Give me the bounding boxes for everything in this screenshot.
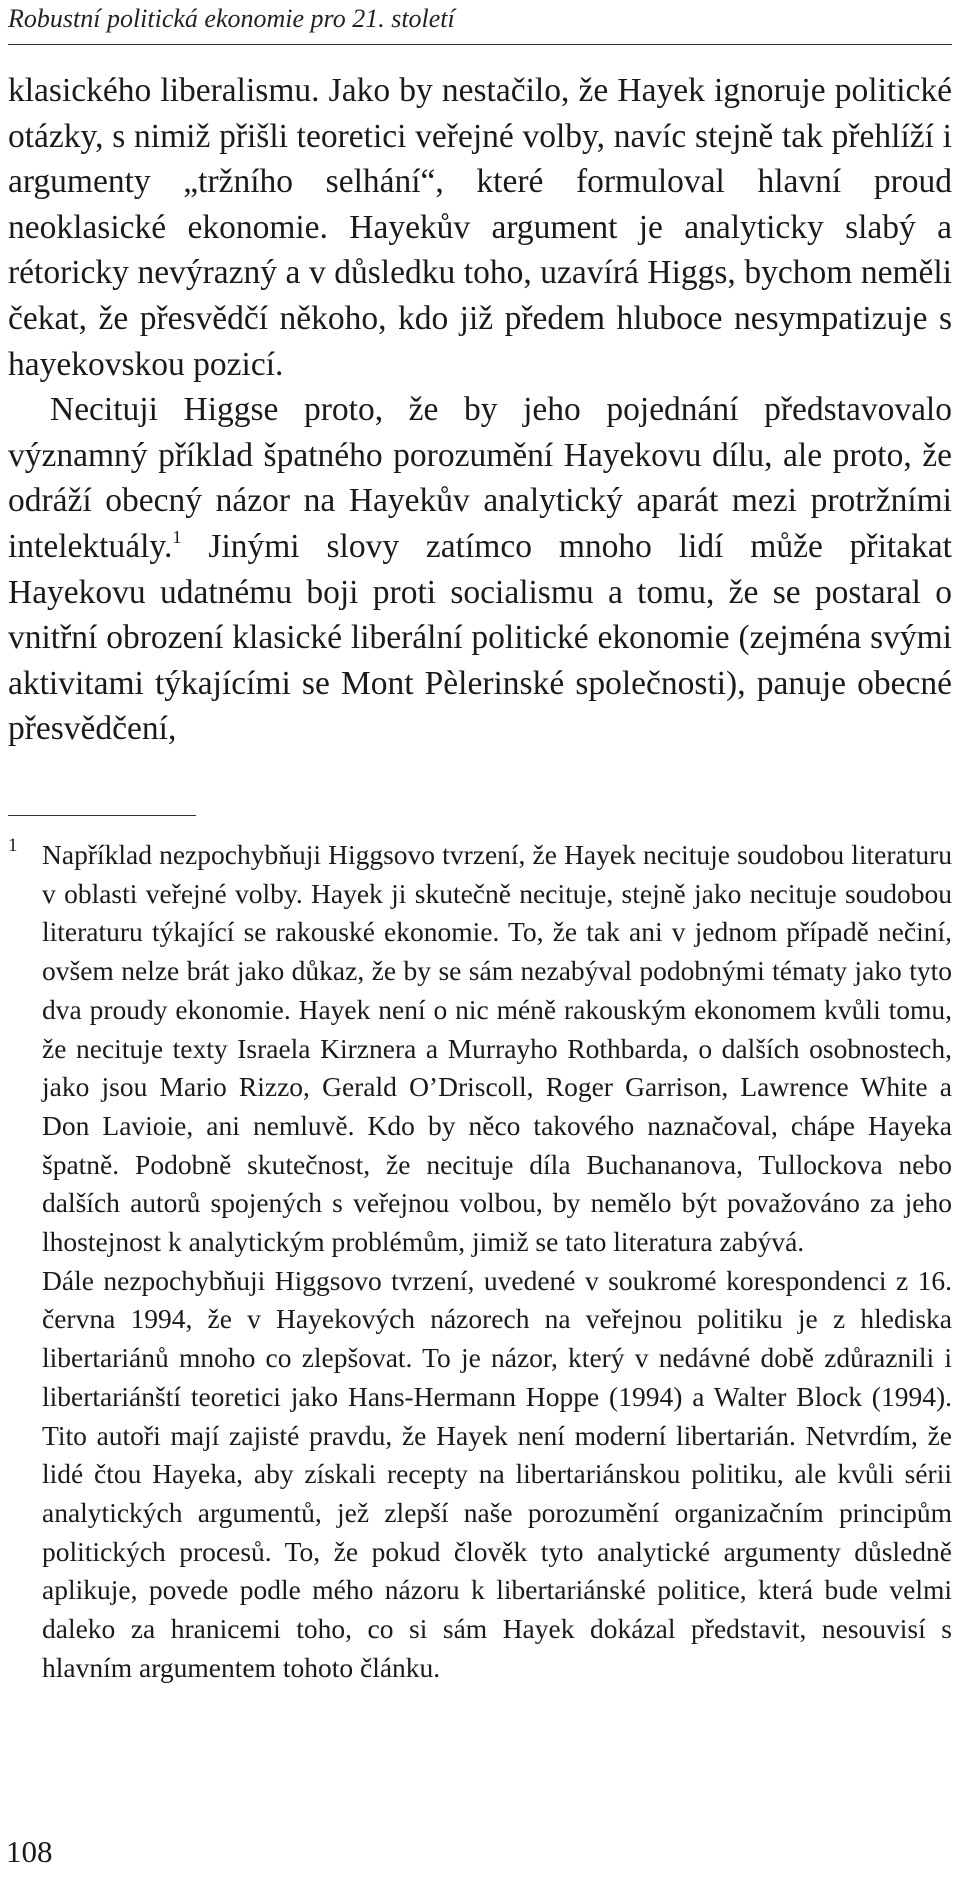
footnote-1 (8, 836, 952, 1687)
footnote-reference-1: 1 (172, 527, 182, 548)
body-paragraph-2 (8, 387, 952, 752)
body-paragraph-1: klasického liberalismu. Jako by nestačilo, že Hayek ignoruje politické otázky, s nimiž přišli teoretici veřejné volby, navíc stejně tak přehlíží i argumenty „tržního selhání“, které formuloval hlavní proud neoklasické ekonomie. Hayekův argument je analyticky slabý a rétoricky nevýrazný a v důsledku toho, uzavírá Higgs, bychom neměli čekat, že přesvědčí někoho, kdo již předem hluboce nesympatizuje s hayekovskou pozicí. (8, 72, 952, 383)
body-paragraph-2-start: Necituji Higgse proto, že by jeho pojednání představovalo významný příklad špatného porozumění Hayekovu dílu, ale proto, že odráží obecný názor na Hayekův analytický aparát mezi protržními intelektuály. (8, 391, 952, 565)
page-number: 108 (6, 1834, 53, 1869)
footnote-number: 1 (8, 835, 18, 856)
body-paragraph-2-continuation: Jinými slovy zatímco mnoho lidí může přitakat Hayekovu udatnému boji proti socialismu a tomu, že se postaral o vnitřní obrození klasické liberální politické ekonomie (zejména svými aktivitami týkajícími se Mont Pèlerinské společnosti), panuje obecné přesvědčení, (8, 527, 952, 748)
header-rule (8, 44, 952, 45)
footnote-text (42, 836, 952, 1687)
running-header: Robustní politická ekonomie pro 21. století (8, 4, 455, 33)
footnote-paragraph-2: Dále nezpochybňuji Higgsovo tvrzení, uvedené v soukromé korespondenci z 16. června 1994, že v Hayekových názorech na veřejnou politiku je z hlediska libertariánů mnoho co zlepšovat. To je názor, který v nedávné době zdůraznili i libertariánští teoretici jako Hans-Hermann Hoppe (1994) a Walter Block (1994). Tito autoři mají zajisté pravdu, že Hayek není moderní libertarián. Netvrdím, že lidé čtou Hayeka, aby získali recepty na libertariánskou politiku, ale kvůli sérii analytických argumentů, jež zlepší naše porozumění organizačním principům politických procesů. To, že pokud člověk tyto analytické argumenty důsledně aplikuje, povede podle mého názoru k libertariánské politice, která bude velmi daleko za hranicemi toho, co si sám Hayek dokázal představit, nesouvisí s hlavním argumentem tohoto článku. (42, 1264, 952, 1683)
main-text (8, 68, 952, 752)
footnotes (8, 836, 952, 1687)
footnote-separator (8, 815, 196, 816)
footnote-paragraph-1: Například nezpochybňuji Higgsovo tvrzení, že Hayek necituje soudobou literaturu v oblasti veřejné volby. Hayek ji skutečně necituje, stejně jako necituje soudobou literaturu týkající se rakouské ekonomie. To, že tak ani v jednom případě nečiní, ovšem nelze brát jako důkaz, že by se sám nezabýval podobnými tématy jako tyto dva proudy ekonomie. Hayek není o nic méně rakouským ekonomem kvůli tomu, že necituje texty Israela Kirznera a Murrayho Rothbarda, o dalších osobnostech, jako jsou Mario Rizzo, Gerald O’Driscoll, Roger Garrison, Lawrence White a Don Lavioie, ani nemluvě. Kdo by něco takového naznačoval, chápe Hayeka špatně. Podobně skutečnost, že necituje díla Buchananova, Tullockova nebo dalších autorů spojených s veřejnou volbou, by nemělo být považováno za jeho lhostejnost k analytickým problémům, jimiž se tato literatura zabývá. (42, 839, 952, 1258)
